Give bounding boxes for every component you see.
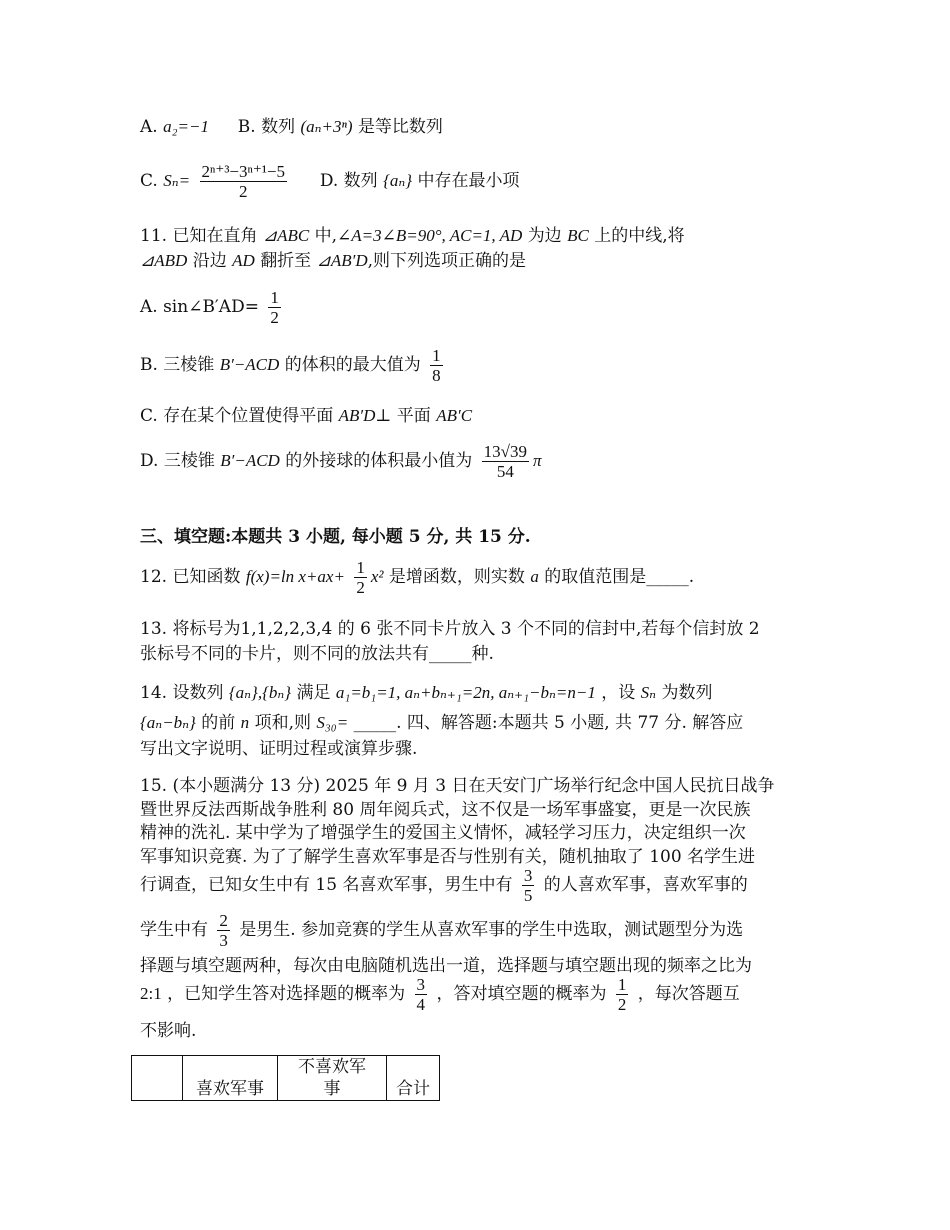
table-header-cell: 喜欢军事 bbox=[183, 1056, 278, 1101]
q15-line7: 择题与填空题两种，每次由电脑随机选出一道，选择题与填空题出现的频率之比为 bbox=[140, 956, 752, 976]
q15-line2: 暨世界反法西斯战争胜利 80 周年阅兵式，这不仅是一场军事盛宴，更是一次民族 bbox=[140, 800, 751, 820]
q14-line1: 14. 设数列 {aₙ},{bₙ} 满足 a₁=b₁=1, aₙ+bₙ₊₁=2n, aₙ₊₁−bₙ=n−1 ，设 Sₙ 为数列 bbox=[140, 683, 713, 703]
q11-stem-line2: ⊿ABD 沿边 AD 翻折至 ⊿AB′D,则下列选项正确的是 bbox=[140, 251, 527, 271]
table-header-cell bbox=[132, 1056, 183, 1101]
q11-optB: B. 三棱锥 B′−ACD 的体积的最大值为 $\frac{1}{8}$ bbox=[140, 346, 441, 385]
q10-optC-fraction: $\frac{\text{2ⁿ⁺³−3ⁿ⁺¹−5}}{2}$ bbox=[201, 162, 286, 201]
table-header-cell: 合计 bbox=[387, 1056, 440, 1101]
q10-options-ab: A. a₂=−1 B. 数列 (aₙ+3ⁿ) 是等比数列 bbox=[140, 117, 443, 137]
q15-line5: 行调查，已知女生中有 15 名喜欢军事，男生中有 $\frac{3}{5}$ 的人喜欢军事，喜欢军事的 bbox=[140, 866, 748, 905]
q12: 12. 已知函数 f(x)=ln x+ax+ $\frac{1}{2}$ x² 是增函数，则实数 a 的取值范围是_____. bbox=[140, 558, 695, 597]
q11-optC: C. 存在某个位置使得平面 AB′D⊥ 平面 AB′C bbox=[140, 406, 473, 426]
q13-line2: 张标号不同的卡片，则不同的放法共有_____种. bbox=[140, 644, 494, 664]
q10-options-cd: C. Sₙ= $\frac{\text{2ⁿ⁺³−3ⁿ⁺¹−5}}{2}$ D. 数列 {aₙ} 中存在最小项 bbox=[140, 162, 520, 201]
q11-optA: A. sin∠B′AD= $\frac{1}{2}$ bbox=[140, 288, 279, 327]
section3-heading: 三、填空题:本题共 3 小题, 每小题 5 分, 共 15 分. bbox=[140, 527, 531, 547]
q15-line1: 15. (本小题满分 13 分) 2025 年 9 月 3 日在天安门广场举行纪念中国人民抗日战争 bbox=[140, 776, 775, 796]
q13-line1: 13. 将标号为1,1,2,2,3,4 的 6 张不同卡片放入 3 个不同的信封中,若每个信封放 2 bbox=[140, 619, 760, 639]
contingency-table bbox=[131, 1055, 440, 1101]
table-header-cell: 不喜欢军 事 bbox=[278, 1056, 387, 1101]
q10-optB-expr: (aₙ+3ⁿ) bbox=[300, 117, 353, 136]
q15-line8: 2:1 ，已知学生答对选择题的概率为 $\frac{3}{4}$ ，答对填空题的概率为 $\frac{1}{2}$ ，每次答题互 bbox=[140, 975, 740, 1014]
q14-line2: {aₙ−bₙ} 的前 n 项和,则 S₃₀= _____. 四、解答题:本题共 5 小题, 共 77 分. 解答应 bbox=[140, 713, 744, 733]
q15-line3: 精神的洗礼. 某中学为了增强学生的爱国主义情怀，减轻学习压力，决定组织一次 bbox=[140, 823, 746, 843]
q15-line4: 军事知识竞赛. 为了了解学生喜欢军事是否与性别有关，随机抽取了 100 名学生进 bbox=[140, 847, 756, 867]
q15-line9: 不影响. bbox=[140, 1021, 197, 1041]
q15-line6: 学生中有 $\frac{2}{3}$ 是男生. 参加竞赛的学生从喜欢军事的学生中选取，测试题型分为选 bbox=[140, 911, 744, 950]
q10-optA-expr: a₂=−1 bbox=[163, 117, 209, 136]
q11-optD: D. 三棱锥 B′−ACD 的外接球的体积最小值为 $\frac{13√39}{54}$ π bbox=[140, 442, 542, 481]
q14-line3: 写出文字说明、证明过程或演算步骤. bbox=[140, 739, 418, 759]
q11-stem-line1: 11. 已知在直角 ⊿ABC 中,∠A=3∠B=90°, AC=1, AD 为边 BC 上的中线,将 bbox=[140, 226, 685, 246]
table-header-row bbox=[132, 1056, 440, 1101]
